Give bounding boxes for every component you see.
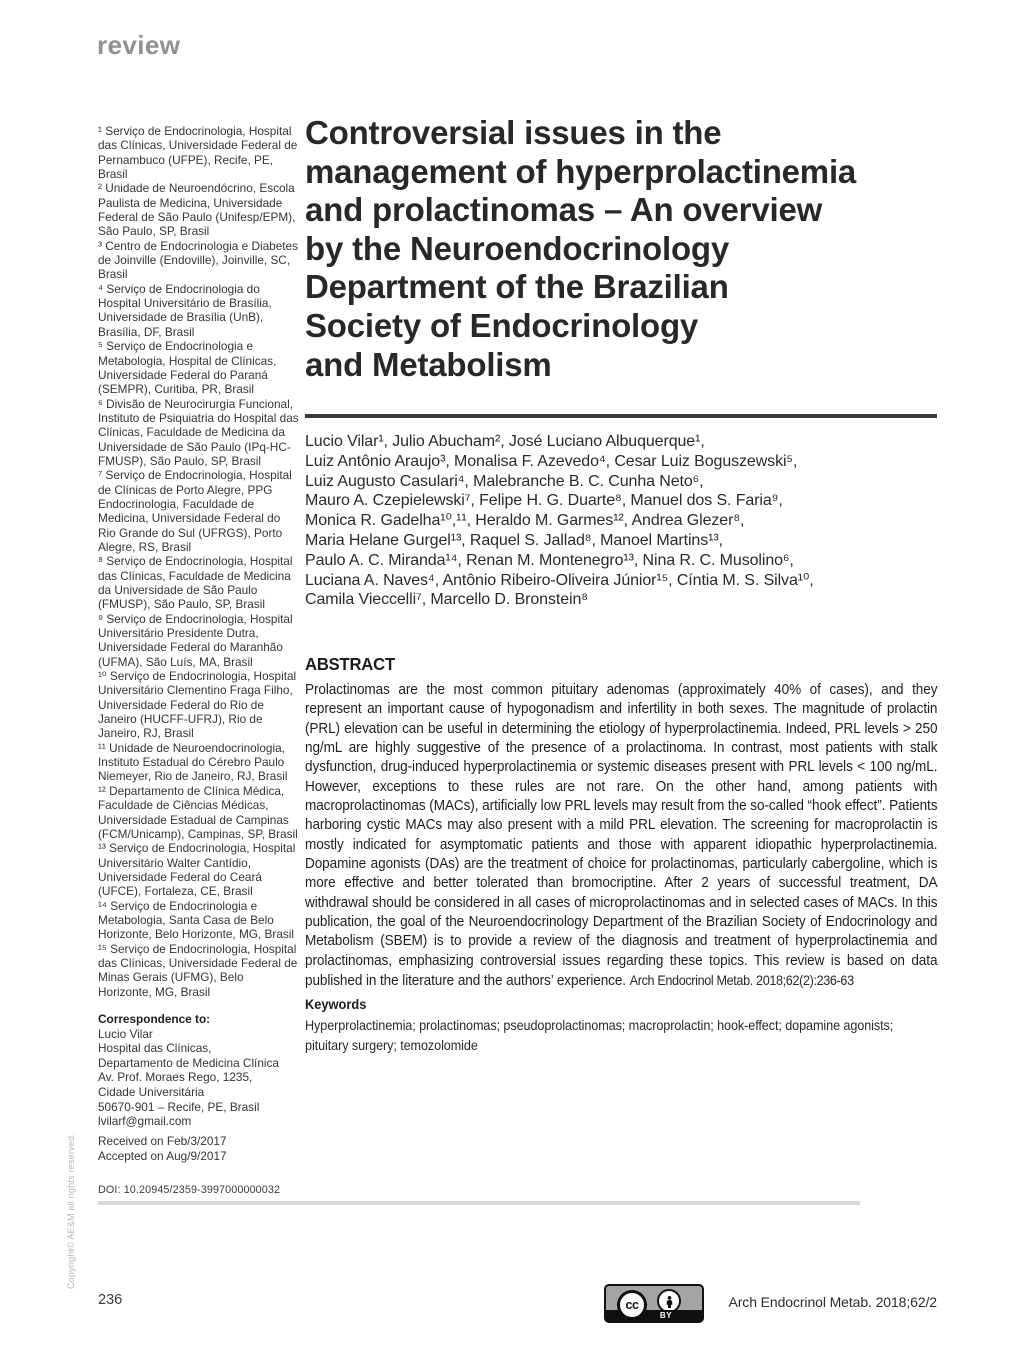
affiliation-item: ¹⁴ Serviço de Endocrinologia e Metabologia, Santa Casa de Belo Horizonte, Belo Horizonte, MG, Brasil [98,898,295,942]
correspondence-heading: Correspondence to: [98,1012,211,1026]
authors-line: Mauro A. Czepielewski⁷, Felipe H. G. Duarte⁸, Manuel dos S. Faria⁹, [305,492,783,510]
correspondence-line: Hospital das Clínicas, [98,1041,212,1056]
journal-reference: Arch Endocrinol Metab. 2018;62/2 [728,1294,937,1310]
correspondence-line: Departamento de Medicina Clínica [98,1055,279,1070]
correspondence-line: Av. Prof. Moraes Rego, 1235, [98,1070,253,1085]
affiliation-item: ¹⁵ Serviço de Endocrinologia, Hospital das Clínicas, Universidade Federal de Minas Gerais (UFMG), Belo Horizonte, MG, Brasil [98,941,298,999]
title-divider [305,414,937,418]
cc-icon-letters: cc [625,1298,639,1312]
affiliation-item: ¹⁰ Serviço de Endocrinologia, Hospital Universitário Clementino Fraga Filho, Universidade Federal do Rio de Janeiro (HUCFF-UFRJ), Rio de Janeiro, RJ, Brasil [98,669,297,741]
abstract-citation: Arch Endocrinol Metab. 2018;62(2):236-63 [629,973,854,989]
authors-line: Luciana A. Naves⁴, Antônio Ribeiro-Oliveira Júnior¹⁵, Cíntia M. S. Silva¹⁰, [305,571,814,589]
affiliation-item: ⁹ Serviço de Endocrinologia, Hospital Universitário Presidente Dutra, Universidade Federal do Maranhão (UFMA), São Luís, MA, Brasil [98,611,293,669]
article-title [305,114,945,384]
authors-line: Luiz Augusto Casulari⁴, Malebranche B. C. Cunha Neto⁶, [305,472,704,490]
affiliation-item: ¹ Serviço de Endocrinologia, Hospital das Clínicas, Universidade Federal de Pernambuco (UFPE), Recife, PE, Brasil [98,124,298,182]
correspondence-email: lvilarf@gmail.com [98,1114,192,1129]
doi: DOI: 10.20945/2359-3997000000032 [98,1184,281,1196]
abstract-body-text: Prolactinomas are the most common pituitary adenomas (approximately 40% of cases), and they represent an important cause of hypogonadism and infertility in both sexes. The magnitude of prolactin (PRL) elevation can be useful in determining the etiology of hyperprolactinemia. Indeed, PRL levels > 250 ng/mL are highly suggestive of the presence of a prolactinoma. In contrast, most patients with stalk dysfunction, drug-induced hyperprolactinemia or systemic diseases present with PRL levels < 100 ng/mL. However, exceptions to these rules are not rare. On the other hand, among patients with macroprolactinomas (MACs), artificially low PRL levels may result from the so-called “hook effect”. Patients harboring cystic MACs may also present with a mild PRL elevation. The screening for macroprolactin is mostly indicated for asymptomatic patients and those with apparent idiopathic hyperprolactinemia. Dopamine agonists (DAs) are the treatment of choice for prolactinomas, particularly cabergoline, which is more effective and better tolerated than bromocriptine. After 2 years of successful treatment, DA withdrawal should be considered in all cases of microprolactinomas and in selected cases of MACs. In this publication, the goal of the Neuroendocrinology Department of the Brazilian Society of Endocrinology and Metabolism (SBEM) is to provide a review of the diagnosis and treatment of hyperprolactinemia and prolactinomas, emphasizing controversial issues regarding these topics. This review is based on data published in the literature and the authors’ experience. [305,682,938,990]
title-line: Society of Endocrinology [305,306,699,344]
keywords-heading: Keywords [305,997,367,1012]
affiliation-item: ⁴ Serviço de Endocrinologia do Hospital Universitário de Brasília, Universidade de Brasília (UnB), Brasília, DF, Brasil [98,281,272,339]
cc-icon [617,1290,647,1320]
affiliation-item: ⁵ Serviço de Endocrinologia e Metabologia, Hospital de Clínicas, Universidade Federal do Paraná (SEMPR), Curitiba, PR, Brasil [98,339,277,397]
bottom-divider [98,1201,860,1205]
affiliation-item: ¹¹ Unidade de Neuroendocrinologia, Instituto Estadual do Cérebro Paulo Niemeyer, Rio de Janeiro, RJ, Brasil [98,740,288,784]
affiliations-list [98,124,299,999]
affiliation-item: ² Unidade de Neuroendócrino, Escola Paulista de Medicina, Universidade Federal de São Paulo (Unifesp/EPM), São Paulo, SP, Brasil [98,181,296,239]
title-line: Department of the Brazilian [305,268,729,306]
correspondence-line: Cidade Universitária [98,1084,205,1099]
authors-line: Maria Helane Gurgel¹³, Raquel S. Jallad⁸, Manoel Martins¹³, [305,531,723,549]
copyright-vertical-text: Copyright© AE&M all rights reserved. [66,1133,76,1289]
affiliation-item: ⁷ Serviço de Endocrinologia, Hospital de Clínicas de Porto Alegre, PPG Endocrinologia, Faculdade de Medicina, Universidade Federal do Rio Grande do Sul (UFRGS), Porto Alegre, RS, Brasil [98,468,292,554]
affiliation-item: ⁸ Serviço de Endocrinologia, Hospital das Clínicas, Faculdade de Medicina da Universidade de São Paulo (FMUSP), São Paulo, SP, Brasil [98,554,293,612]
keywords-text: Hyperprolactinemia; prolactinomas; pseudoprolactinomas; macroprolactin; hook-effect; dopamine agonists; pituitary surgery; temozolomide [305,1018,894,1053]
correspondence-line: 50670-901 – Recife, PE, Brasil [98,1099,260,1114]
correspondence-block [98,1012,313,1129]
title-line: Controversial issues in the [305,114,722,151]
submission-dates [98,1134,313,1163]
authors-line: Camila Vieccelli⁷, Marcello D. Bronstein⁸ [305,591,588,609]
title-line: and Metabolism [305,345,552,383]
accepted-date: Accepted on Aug/9/2017 [98,1148,227,1163]
received-date: Received on Feb/3/2017 [98,1134,227,1148]
affiliation-item: ³ Centro de Endocrinologia e Diabetes de Joinville (Endoville), Joinville, SC, Brasil [98,238,299,282]
title-line: and prolactinomas – An overview [305,191,823,229]
section-label: review [97,30,181,60]
affiliation-item: ¹³ Serviço de Endocrinologia, Hospital Universitário Walter Cantídio, Universidade Federal do Ceará (UFCE), Fortaleza, CE, Brasil [98,841,296,899]
affiliation-item: ⁶ Divisão de Neurocirurgia Funcional, Instituto de Psiquiatria do Hospital das Clínicas, Faculdade de Medicina da Universidade de São Paulo (IPq-HC-FMUSP), São Paulo, SP, Brasil [98,396,299,468]
affiliation-item: ¹² Departamento de Clínica Médica, Faculdade de Ciências Médicas, Universidade Estadual de Campinas (FCM/Unicamp), Campinas, SP, Brasil [98,783,298,841]
title-line: by the Neuroendocrinology [305,229,730,267]
page-number: 236 [98,1292,123,1308]
authors-line: Luiz Antônio Araujo³, Monalisa F. Azevedo⁴, Cesar Luiz Boguszewski⁵, [305,452,798,470]
authors-line: Monica R. Gadelha¹⁰,¹¹, Heraldo M. Garmes¹², Andrea Glezer⁸, [305,512,745,530]
abstract-heading: ABSTRACT [305,654,395,674]
correspondence-line: Lucio Vilar [98,1026,153,1041]
title-line: management of hyperprolactinemia [305,152,857,190]
authors-line: Paulo A. C. Miranda¹⁴, Renan M. Montenegro¹³, Nina R. C. Musolino⁶, [305,551,794,569]
authors-list [305,432,950,610]
authors-line: Lucio Vilar¹, Julio Abucham², José Luciano Albuquerque¹, [305,433,705,450]
cc-by-label: BY [659,1310,673,1320]
abstract-text [305,681,937,992]
